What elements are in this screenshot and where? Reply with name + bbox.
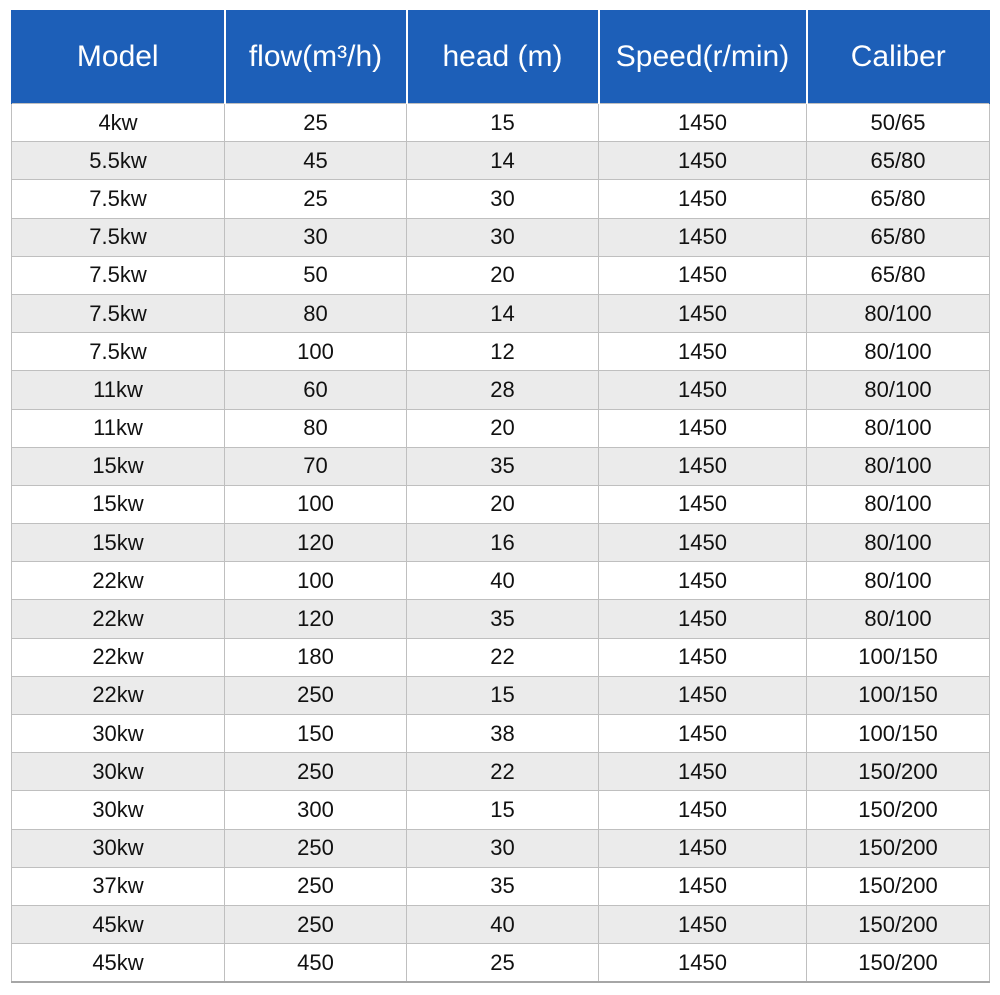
head-cell: 22 <box>407 753 599 791</box>
flow-cell: 250 <box>225 867 407 905</box>
head-cell: 20 <box>407 256 599 294</box>
speed-cell: 1450 <box>599 104 807 142</box>
flow-cell: 100 <box>225 485 407 523</box>
flow-cell: 80 <box>225 409 407 447</box>
speed-cell: 1450 <box>599 371 807 409</box>
table-row <box>12 600 990 638</box>
model-cell: 11kw <box>12 409 225 447</box>
head-cell: 35 <box>407 447 599 485</box>
caliber-cell: 65/80 <box>807 142 990 180</box>
speed-cell: 1450 <box>599 524 807 562</box>
table-row <box>12 104 990 142</box>
table-row <box>12 180 990 218</box>
table-row <box>12 218 990 256</box>
speed-cell: 1450 <box>599 905 807 943</box>
head-cell: 22 <box>407 638 599 676</box>
caliber-cell: 80/100 <box>807 447 990 485</box>
speed-cell: 1450 <box>599 485 807 523</box>
speed-cell: 1450 <box>599 333 807 371</box>
model-cell: 30kw <box>12 829 225 867</box>
caliber-cell: 150/200 <box>807 791 990 829</box>
speed-cell: 1450 <box>599 562 807 600</box>
model-cell: 22kw <box>12 676 225 714</box>
speed-cell: 1450 <box>599 600 807 638</box>
flow-cell: 250 <box>225 676 407 714</box>
head-cell: 14 <box>407 142 599 180</box>
head-cell: 12 <box>407 333 599 371</box>
model-cell: 11kw <box>12 371 225 409</box>
table-row <box>12 447 990 485</box>
model-cell: 15kw <box>12 485 225 523</box>
table-row <box>12 638 990 676</box>
caliber-cell: 80/100 <box>807 371 990 409</box>
model-cell: 30kw <box>12 791 225 829</box>
header-speed: Speed(r/min) <box>599 10 807 104</box>
table-row <box>12 562 990 600</box>
model-cell: 5.5kw <box>12 142 225 180</box>
speed-cell: 1450 <box>599 753 807 791</box>
speed-cell: 1450 <box>599 638 807 676</box>
caliber-cell: 80/100 <box>807 524 990 562</box>
speed-cell: 1450 <box>599 409 807 447</box>
head-cell: 40 <box>407 905 599 943</box>
table-row <box>12 753 990 791</box>
head-cell: 28 <box>407 371 599 409</box>
flow-cell: 120 <box>225 524 407 562</box>
head-cell: 35 <box>407 600 599 638</box>
table-row <box>12 905 990 943</box>
head-cell: 14 <box>407 294 599 332</box>
flow-cell: 45 <box>225 142 407 180</box>
speed-cell: 1450 <box>599 218 807 256</box>
caliber-cell: 80/100 <box>807 333 990 371</box>
speed-cell: 1450 <box>599 867 807 905</box>
model-cell: 15kw <box>12 524 225 562</box>
table-row <box>12 715 990 753</box>
table-row <box>12 829 990 867</box>
flow-cell: 250 <box>225 905 407 943</box>
flow-cell: 180 <box>225 638 407 676</box>
caliber-cell: 100/150 <box>807 676 990 714</box>
head-cell: 20 <box>407 409 599 447</box>
caliber-cell: 80/100 <box>807 485 990 523</box>
speed-cell: 1450 <box>599 294 807 332</box>
head-cell: 20 <box>407 485 599 523</box>
table-body <box>12 104 990 983</box>
model-cell: 30kw <box>12 715 225 753</box>
table-row <box>12 524 990 562</box>
model-cell: 30kw <box>12 753 225 791</box>
flow-cell: 100 <box>225 333 407 371</box>
caliber-cell: 80/100 <box>807 294 990 332</box>
pump-spec-table <box>11 10 990 983</box>
speed-cell: 1450 <box>599 791 807 829</box>
flow-cell: 60 <box>225 371 407 409</box>
caliber-cell: 100/150 <box>807 638 990 676</box>
table-row <box>12 294 990 332</box>
flow-cell: 25 <box>225 180 407 218</box>
table-row <box>12 256 990 294</box>
head-cell: 25 <box>407 944 599 983</box>
model-cell: 7.5kw <box>12 294 225 332</box>
model-cell: 22kw <box>12 600 225 638</box>
model-cell: 7.5kw <box>12 180 225 218</box>
head-cell: 15 <box>407 791 599 829</box>
flow-cell: 450 <box>225 944 407 983</box>
model-cell: 45kw <box>12 944 225 983</box>
flow-cell: 80 <box>225 294 407 332</box>
flow-cell: 250 <box>225 829 407 867</box>
caliber-cell: 65/80 <box>807 180 990 218</box>
model-cell: 7.5kw <box>12 256 225 294</box>
caliber-cell: 80/100 <box>807 600 990 638</box>
table-row <box>12 944 990 983</box>
caliber-cell: 50/65 <box>807 104 990 142</box>
head-cell: 30 <box>407 829 599 867</box>
table-row <box>12 333 990 371</box>
header-model: Model <box>12 10 225 104</box>
model-cell: 22kw <box>12 638 225 676</box>
table-row <box>12 485 990 523</box>
caliber-cell: 150/200 <box>807 867 990 905</box>
speed-cell: 1450 <box>599 447 807 485</box>
table-row <box>12 142 990 180</box>
flow-cell: 100 <box>225 562 407 600</box>
flow-cell: 50 <box>225 256 407 294</box>
model-cell: 4kw <box>12 104 225 142</box>
caliber-cell: 80/100 <box>807 409 990 447</box>
model-cell: 7.5kw <box>12 333 225 371</box>
head-cell: 38 <box>407 715 599 753</box>
speed-cell: 1450 <box>599 829 807 867</box>
caliber-cell: 150/200 <box>807 944 990 983</box>
flow-cell: 120 <box>225 600 407 638</box>
flow-cell: 150 <box>225 715 407 753</box>
model-cell: 15kw <box>12 447 225 485</box>
head-cell: 35 <box>407 867 599 905</box>
header-caliber: Caliber <box>807 10 990 104</box>
header-row <box>12 10 990 104</box>
table-row <box>12 409 990 447</box>
table-row <box>12 371 990 409</box>
table-header <box>12 10 990 104</box>
flow-cell: 70 <box>225 447 407 485</box>
speed-cell: 1450 <box>599 715 807 753</box>
caliber-cell: 65/80 <box>807 218 990 256</box>
header-flow: flow(m³/h) <box>225 10 407 104</box>
flow-cell: 250 <box>225 753 407 791</box>
flow-cell: 300 <box>225 791 407 829</box>
head-cell: 30 <box>407 218 599 256</box>
head-cell: 30 <box>407 180 599 218</box>
head-cell: 40 <box>407 562 599 600</box>
speed-cell: 1450 <box>599 944 807 983</box>
model-cell: 45kw <box>12 905 225 943</box>
table-row <box>12 791 990 829</box>
header-head: head (m) <box>407 10 599 104</box>
speed-cell: 1450 <box>599 142 807 180</box>
head-cell: 15 <box>407 104 599 142</box>
speed-cell: 1450 <box>599 256 807 294</box>
caliber-cell: 100/150 <box>807 715 990 753</box>
model-cell: 37kw <box>12 867 225 905</box>
caliber-cell: 80/100 <box>807 562 990 600</box>
caliber-cell: 150/200 <box>807 829 990 867</box>
table-row <box>12 867 990 905</box>
caliber-cell: 150/200 <box>807 905 990 943</box>
flow-cell: 30 <box>225 218 407 256</box>
speed-cell: 1450 <box>599 180 807 218</box>
model-cell: 7.5kw <box>12 218 225 256</box>
head-cell: 15 <box>407 676 599 714</box>
flow-cell: 25 <box>225 104 407 142</box>
model-cell: 22kw <box>12 562 225 600</box>
table-row <box>12 676 990 714</box>
speed-cell: 1450 <box>599 676 807 714</box>
caliber-cell: 150/200 <box>807 753 990 791</box>
caliber-cell: 65/80 <box>807 256 990 294</box>
head-cell: 16 <box>407 524 599 562</box>
